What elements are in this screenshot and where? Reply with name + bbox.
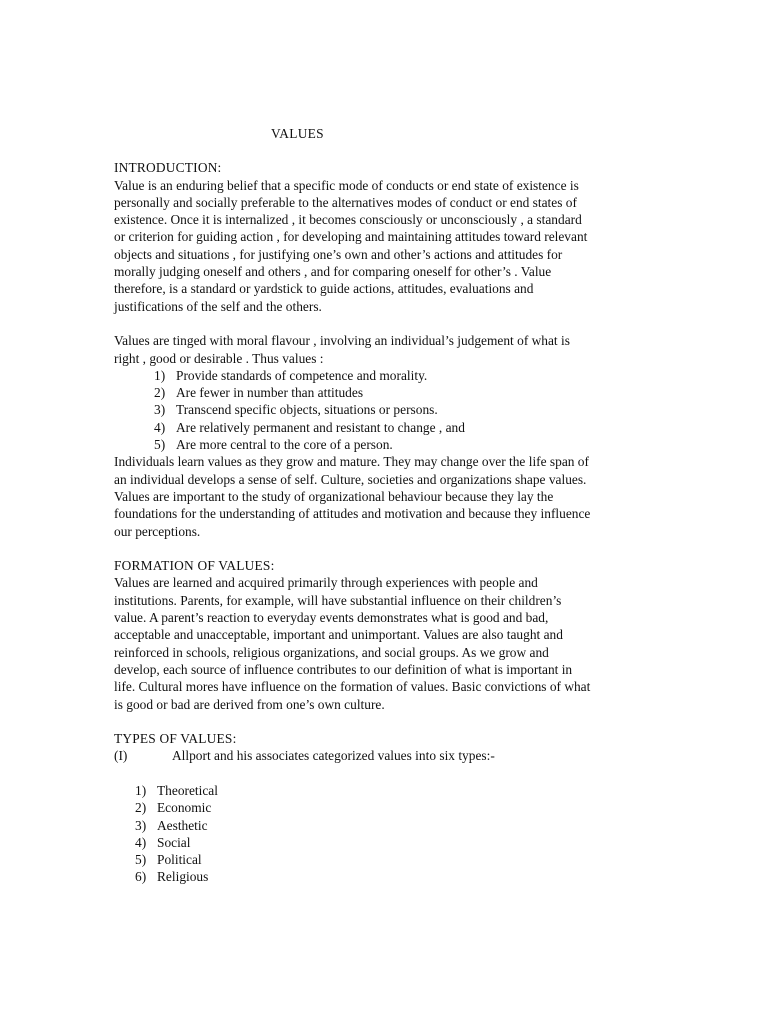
list-item xyxy=(114,782,654,799)
text-line: Values are learned and acquired primarily through experiences with people and xyxy=(114,575,538,591)
text-line: or criterion for guiding action , for developing and maintaining attitudes toward relevant xyxy=(114,229,588,245)
text-line: life. Cultural mores have influence on the formation of values. Basic convictions of what xyxy=(114,679,591,695)
spacer xyxy=(114,765,654,782)
list-item xyxy=(114,367,654,384)
text-line: personally and socially preferable to the alternatives modes of conduct or end states of xyxy=(114,194,577,210)
text-line: is good or bad are derived from one’s own culture. xyxy=(114,696,385,712)
roman-item xyxy=(114,747,654,764)
formation-heading: FORMATION OF VALUES: xyxy=(114,558,275,574)
list-number: 6) xyxy=(135,869,147,885)
list-item xyxy=(114,851,654,868)
list-item xyxy=(114,799,654,816)
list-text: Economic xyxy=(157,800,212,816)
types-section xyxy=(114,730,654,886)
text-line: right , good or desirable . Thus values : xyxy=(114,350,324,366)
roman-text: Allport and his associates categorized values into six types:- xyxy=(172,748,495,764)
document-page xyxy=(114,125,654,886)
list-text: Political xyxy=(157,852,202,868)
list-item xyxy=(114,834,654,851)
text-line: Values are tinged with moral flavour , involving an individual’s judgement of what is xyxy=(114,333,570,349)
formation-paragraph xyxy=(114,574,654,712)
list-item xyxy=(114,401,654,418)
types-heading: TYPES OF VALUES: xyxy=(114,731,237,747)
text-line: our perceptions. xyxy=(114,523,201,539)
spacer xyxy=(114,315,654,332)
list-item xyxy=(114,868,654,885)
text-line: institutions. Parents, for example, will have substantial influence on their children’s xyxy=(114,592,562,608)
list-number: 2) xyxy=(154,385,166,401)
text-line: develop, each source of influence contributes to our definition of what is important in xyxy=(114,661,573,677)
list-number: 1) xyxy=(154,367,166,383)
list-text: Theoretical xyxy=(157,782,218,798)
list-item xyxy=(114,436,654,453)
moral-followup-paragraph xyxy=(114,453,654,539)
introduction-section xyxy=(114,159,654,315)
text-line: Value is an enduring belief that a specific mode of conducts or end state of existence is xyxy=(114,177,579,193)
list-number: 4) xyxy=(135,834,147,850)
text-line: value. A parent’s reaction to everyday events demonstrates what is good and bad, xyxy=(114,610,549,626)
list-text: Transcend specific objects, situations or persons. xyxy=(176,402,438,418)
spacer xyxy=(114,540,654,557)
list-text: Provide standards of competence and morality. xyxy=(176,367,428,383)
text-line: Values are important to the study of organizational behaviour because they lay the xyxy=(114,488,554,504)
list-text: Religious xyxy=(157,869,209,885)
list-text: Are relatively permanent and resistant to change , and xyxy=(176,419,465,435)
values-characteristics-list xyxy=(114,367,654,453)
list-number: 1) xyxy=(135,782,147,798)
list-text: Aesthetic xyxy=(157,817,208,833)
list-number: 3) xyxy=(154,402,166,418)
list-number: 2) xyxy=(135,800,147,816)
text-line: objects and situations , for justifying one’s own and other’s actions and attitudes for xyxy=(114,246,563,262)
list-item xyxy=(114,817,654,834)
list-number: 4) xyxy=(154,419,166,435)
document-title: VALUES xyxy=(271,126,324,141)
list-number: 5) xyxy=(135,852,147,868)
list-item xyxy=(114,419,654,436)
text-line: existence. Once it is internalized , it becomes consciously or unconsciously , a standard xyxy=(114,212,582,228)
formation-section xyxy=(114,557,654,713)
value-types-list xyxy=(114,782,654,886)
list-text: Are more central to the core of a person. xyxy=(176,437,393,453)
moral-section xyxy=(114,332,654,540)
text-line: Individuals learn values as they grow and mature. They may change over the life span of xyxy=(114,454,589,470)
text-line: reinforced in schools, religious organizations, and social groups. As we grow and xyxy=(114,644,549,660)
list-number: 5) xyxy=(154,437,166,453)
list-text: Are fewer in number than attitudes xyxy=(176,385,364,401)
introduction-paragraph xyxy=(114,177,654,315)
text-line: acceptable and unacceptable, important and unimportant. Values are also taught and xyxy=(114,627,563,643)
spacer xyxy=(114,713,654,730)
list-text: Social xyxy=(157,834,191,850)
introduction-heading: INTRODUCTION: xyxy=(114,160,222,176)
text-line: an individual develops a sense of self. Culture, societies and organizations shape values. xyxy=(114,471,587,487)
text-line: foundations for the understanding of attitudes and motivation and because they influence xyxy=(114,506,591,522)
list-item xyxy=(114,384,654,401)
roman-number: (I) xyxy=(114,748,128,764)
text-line: justifications of the self and the others. xyxy=(114,298,322,314)
text-line: therefore, is a standard or yardstick to guide actions, attitudes, evaluations and xyxy=(114,281,534,297)
list-number: 3) xyxy=(135,817,147,833)
moral-paragraph xyxy=(114,332,654,367)
text-line: morally judging oneself and others , and for comparing oneself for other’s . Value xyxy=(114,264,552,280)
